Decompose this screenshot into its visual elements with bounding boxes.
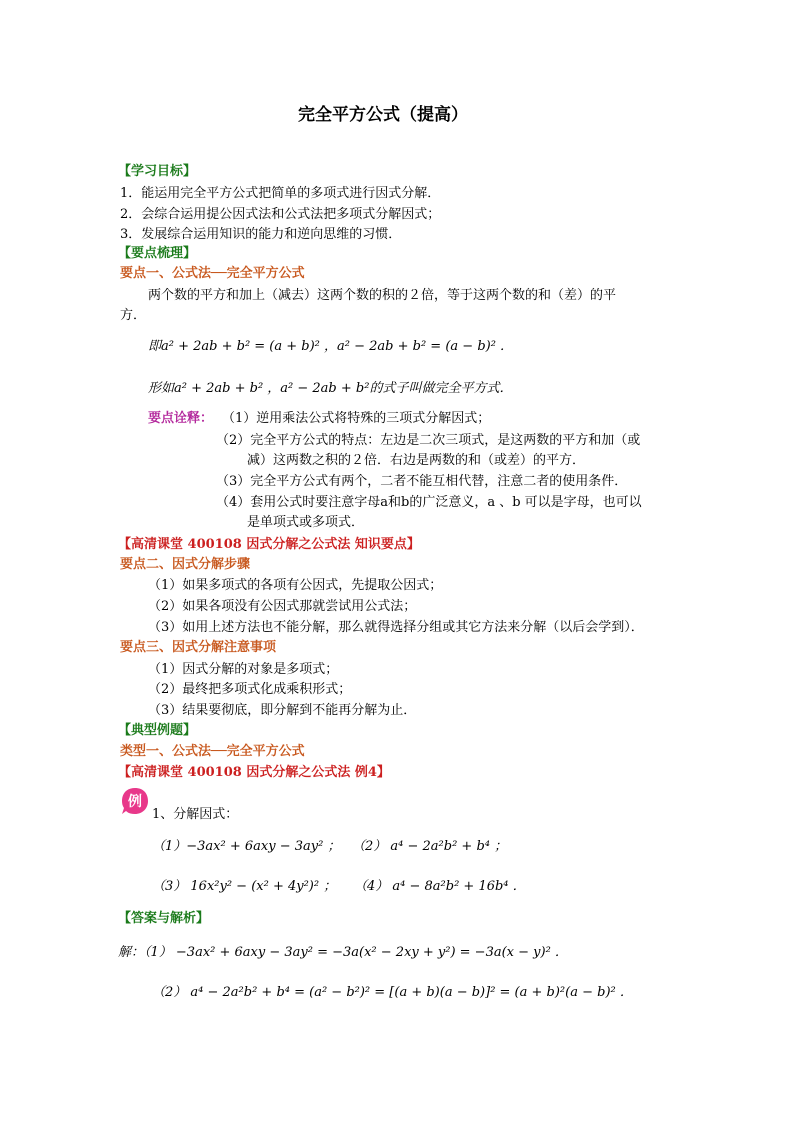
note-item: 减）这两数之积的２倍．右边是两数的和（或差）的平方． [247, 453, 586, 468]
example-prompt: 1、分解因式： [152, 807, 239, 822]
point1-text: 两个数的平方和加上（减去）这两个数的积的２倍，等于这两个数的和（差）的平 [148, 288, 617, 303]
solution-2: （2） a⁴ − 2a²b² + b⁴ = (a² − b²)² = [(a + b)(a − b)]² = (a + b)²(a − b)² ． [152, 985, 633, 1000]
formula-identity: 即a² + 2ab + b² = (a + b)² ，a² − 2ab + b² = (a − b)² ． [148, 339, 514, 354]
point2-heading: 要点二、因式分解步骤 [120, 557, 251, 572]
goal-item: 3．发展综合运用知识的能力和逆向思维的习惯． [120, 227, 402, 242]
section-examples: 【典型例题】 [118, 723, 197, 738]
note-item: 是单项式或多项式． [247, 515, 365, 530]
point1-heading: 要点一、公式法──完全平方公式 [120, 266, 305, 281]
caution-item: （2）最终把多项式化成乘积形式； [148, 682, 352, 697]
note-item: （1）逆用乘法公式将特殊的三项式分解因式； [222, 411, 491, 426]
section-answer: 【答案与解析】 [118, 911, 210, 926]
solution-1: 解：（1） −3ax² + 6axy − 3ay² = −3a(x² − 2xy + y²) = −3a(x − y)² ． [118, 945, 568, 960]
formula-form: 形如a² + 2ab + b² ，a² − 2ab + b²的式子叫做完全平方式． [148, 381, 513, 396]
section-points: 【要点梳理】 [118, 246, 197, 261]
goal-item: 2．会综合运用提公因式法和公式法把多项式分解因式； [120, 207, 441, 222]
step-item: （2）如果各项没有公因式那就尝试用公式法； [148, 599, 417, 614]
point3-heading: 要点三、因式分解注意事项 [120, 640, 277, 655]
note-label: 要点诠释： [148, 411, 214, 426]
note-item: （3）完全平方公式有两个，二者不能互相代替，注意二者的使用条件． [216, 474, 628, 489]
example-badge-icon [120, 786, 150, 816]
section-goals: 【学习目标】 [118, 164, 197, 179]
example-badge-label: 例 [128, 794, 142, 810]
note-item: （2）完全平方公式的特点：左边是二次三项式，是这两数的平方和加（或 [216, 433, 641, 448]
problem-2: （2） a⁴ − 2a²b² + b⁴ ； [352, 839, 508, 854]
type1-heading: 类型一、公式法──完全平方公式 [120, 744, 305, 759]
step-item: （3）如用上述方法也不能分解，那么就得选择分组或其它方法来分解（以后会学到）． [148, 620, 644, 635]
problem-3: （3） 16x²y² − (x² + 4y²)² ； [152, 879, 337, 894]
step-item: （1）如果多项式的各项有公因式，先提取公因式； [148, 578, 443, 593]
problem-1: （1）−3ax² + 6axy − 3ay² ； [152, 839, 341, 854]
point1-text-cont: 方． [120, 308, 147, 323]
caution-item: （1）因式分解的对象是多项式； [148, 662, 339, 677]
caution-item: （3）结果要彻底，即分解到不能再分解为止． [148, 703, 417, 718]
page-title: 完全平方公式（提高） [298, 105, 468, 125]
goal-item: 1．能运用完全平方公式把简单的多项式进行因式分解． [120, 186, 441, 201]
course-link-example[interactable]: 【高清课堂 400108 因式分解之公式法 例4】 [118, 765, 390, 780]
problem-4: （4） a⁴ − 8a²b² + 16b⁴ ． [354, 879, 526, 894]
note-item: （4）套用公式时要注意字母a和b的广泛意义，a 、b 可以是字母，也可以 [216, 495, 642, 510]
course-link[interactable]: 【高清课堂 400108 因式分解之公式法 知识要点】 [118, 537, 420, 552]
